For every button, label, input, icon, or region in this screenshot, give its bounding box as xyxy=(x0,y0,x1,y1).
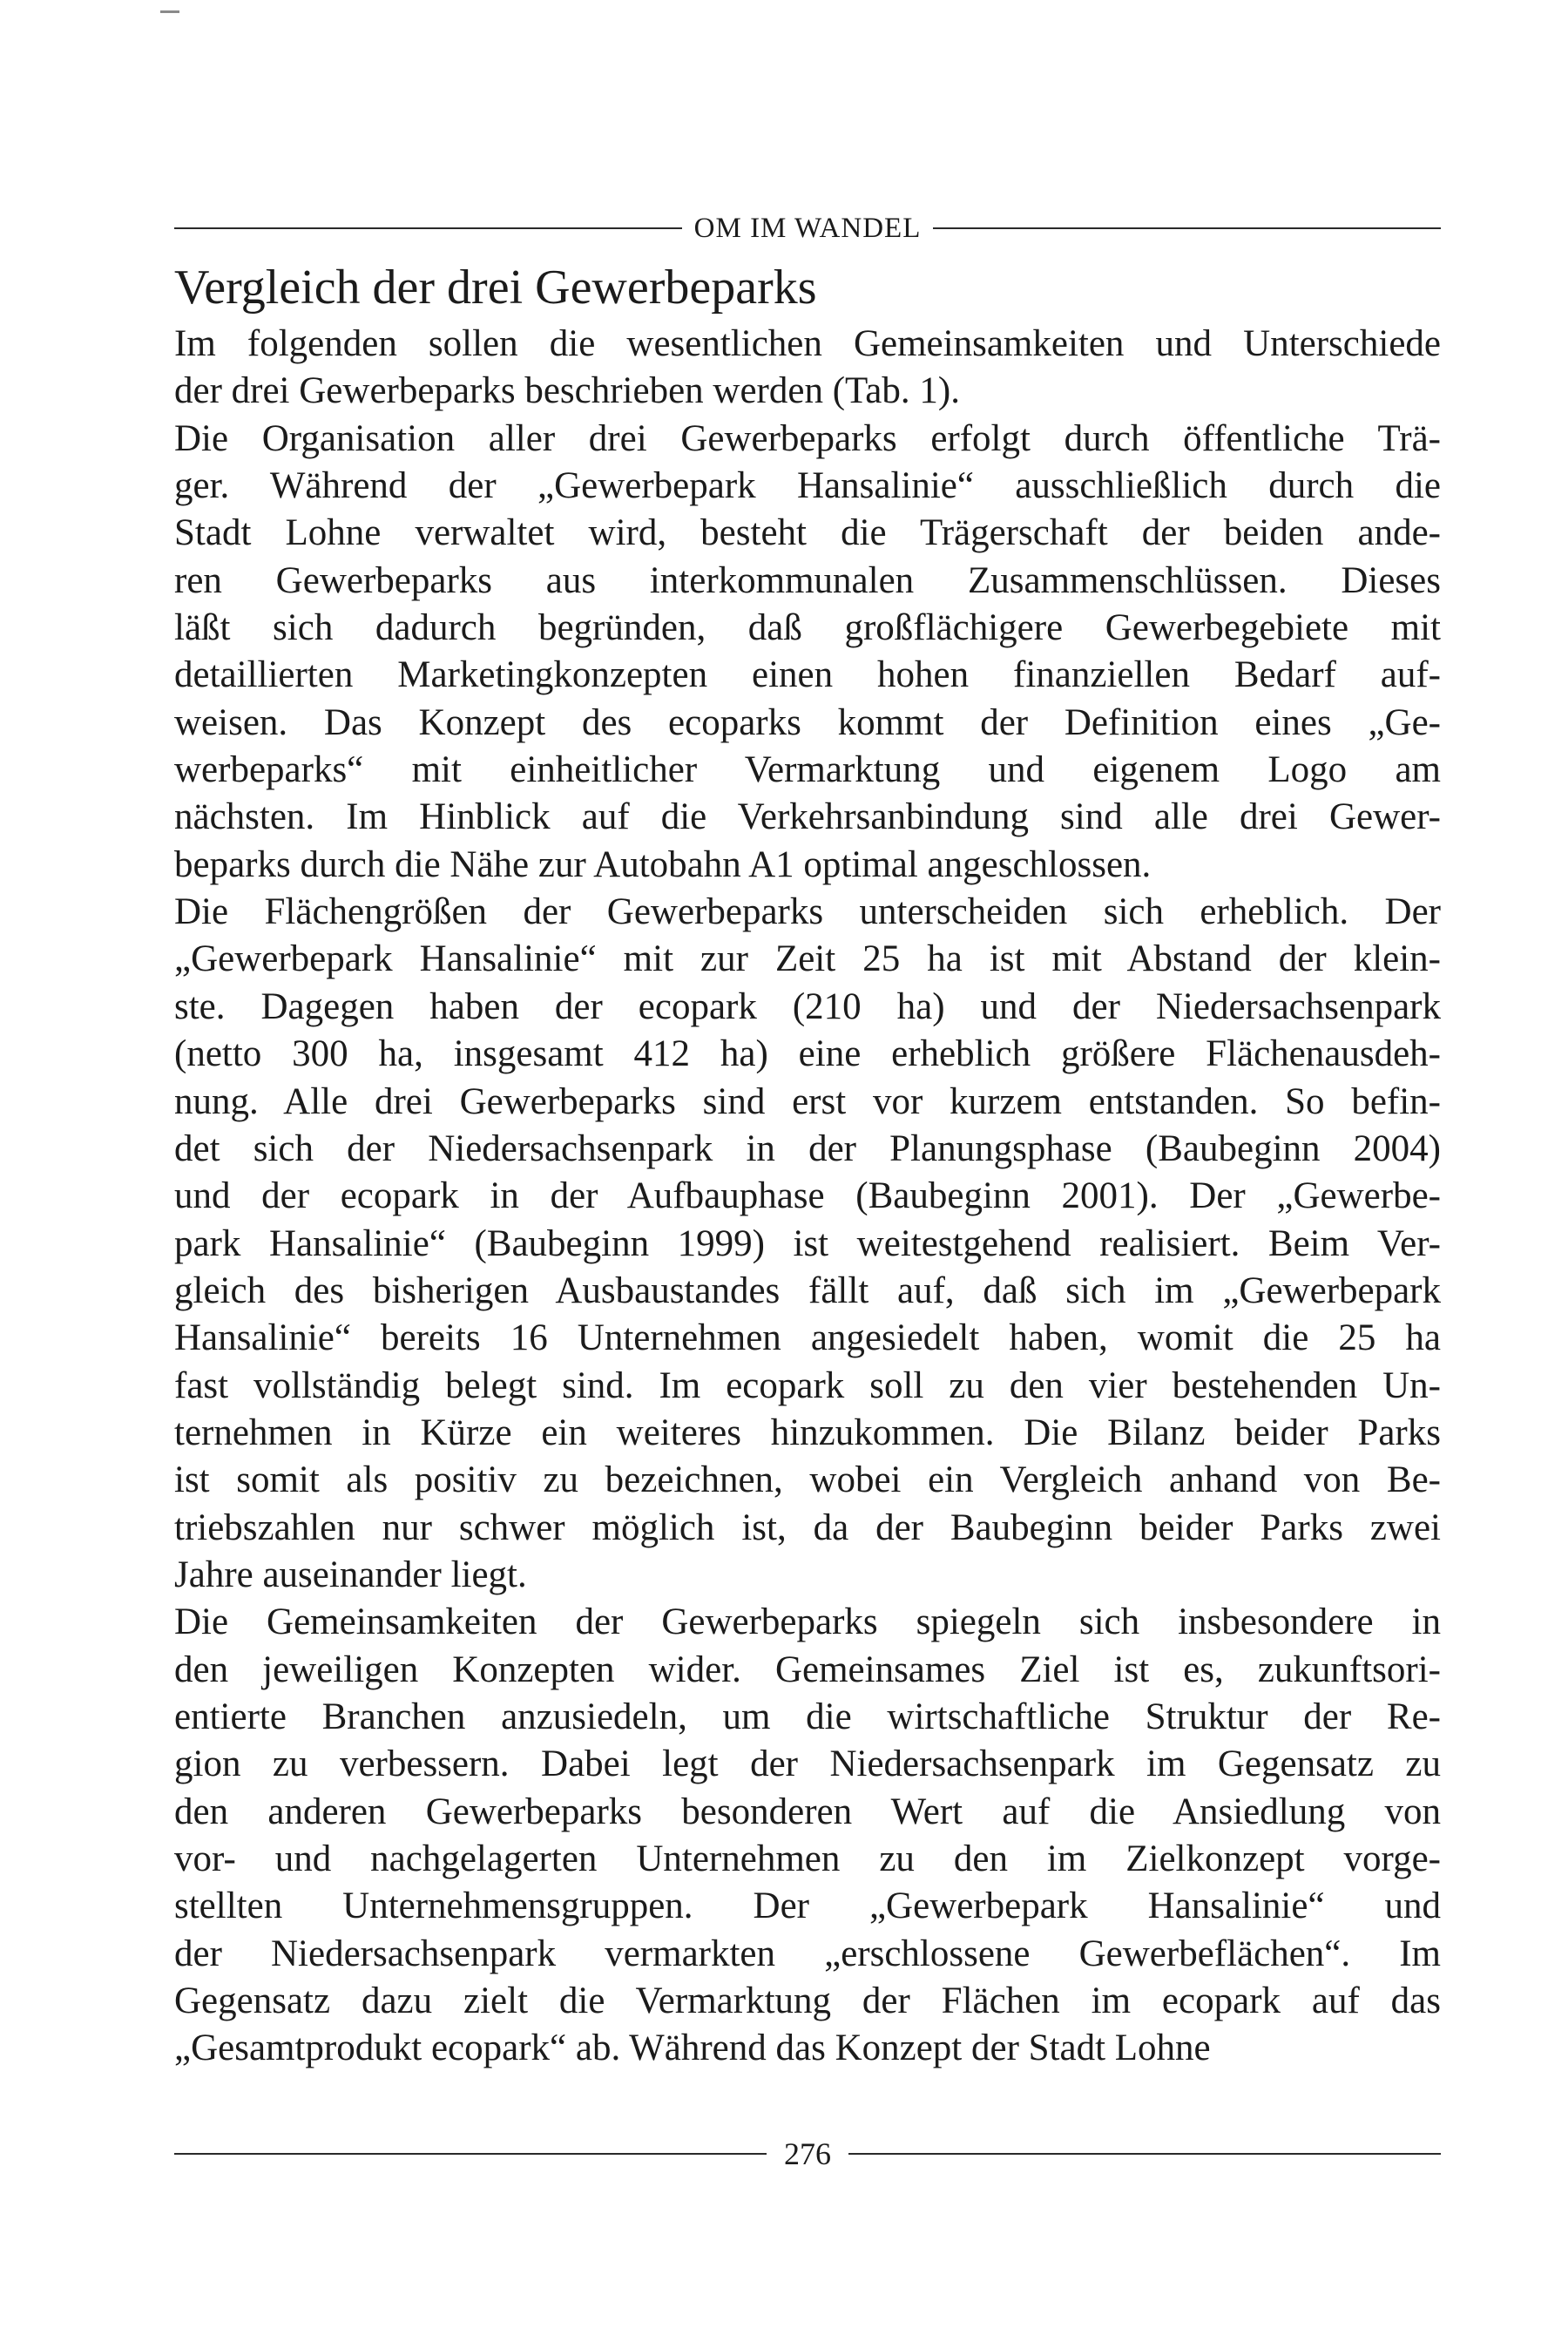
text-line: läßt sich dadurch begründen, daß großflächigere Gewerbegebiete mit xyxy=(174,607,1441,649)
text-line: stellten Unternehmensgruppen. Der „Gewerbepark Hansalinie“ und xyxy=(174,1885,1441,1927)
running-header-title: OM IM WANDEL xyxy=(693,212,922,244)
text-line: nung. Alle drei Gewerbeparks sind erst vor kurzem entstanden. So befin- xyxy=(174,1080,1441,1122)
page-number: 276 xyxy=(784,2136,831,2171)
text-line: gion zu verbessern. Dabei legt der Niedersachsenpark im Gegensatz zu xyxy=(174,1743,1441,1785)
text-line: Gegensatz dazu zielt die Vermarktung der Flächen im ecopark auf das xyxy=(174,1980,1441,2022)
text-line: ist somit als positiv zu bezeichnen, wobei ein Vergleich anhand von Be- xyxy=(174,1459,1441,1501)
footer-rule-right xyxy=(848,2153,1441,2155)
text-line: fast vollständig belegt sind. Im ecopark soll zu den vier bestehenden Un- xyxy=(174,1364,1441,1406)
text-line: ste. Dagegen haben der ecopark (210 ha) und der Niedersachsenpark xyxy=(174,985,1441,1027)
scan-corner-mark xyxy=(160,10,179,13)
text-line: und der ecopark in der Aufbauphase (Baubeginn 2001). Der „Gewerbe- xyxy=(174,1175,1441,1217)
text-line: den anderen Gewerbeparks besonderen Wert auf die Ansiedlung von xyxy=(174,1791,1441,1832)
text-line: beparks durch die Nähe zur Autobahn A1 optimal angeschlossen. xyxy=(174,843,1152,885)
text-line: park Hansalinie“ (Baubeginn 1999) ist weitestgehend realisiert. Beim Ver- xyxy=(174,1222,1441,1264)
page-footer xyxy=(174,2128,1441,2180)
running-header xyxy=(174,202,1441,254)
text-line: triebszahlen nur schwer möglich ist, da der Baubeginn beider Parks zwei xyxy=(174,1506,1441,1548)
paragraph xyxy=(174,1599,1441,2072)
text-line: werbeparks“ mit einheitlicher Vermarktung und eigenem Logo am xyxy=(174,749,1441,791)
text-line: der Niedersachsenpark vermarkten „erschlossene Gewerbeflächen“. Im xyxy=(174,1933,1441,1974)
text-line: Jahre auseinander liegt. xyxy=(174,1554,527,1595)
text-line: der drei Gewerbeparks beschrieben werden (Tab. 1). xyxy=(174,370,960,412)
text-line: den jeweiligen Konzepten wider. Gemeinsames Ziel ist es, zukunftsori- xyxy=(174,1648,1441,1690)
text-line: weisen. Das Konzept des ecoparks kommt der Definition eines „Ge- xyxy=(174,701,1441,743)
page-content xyxy=(174,254,1441,2073)
text-line: Hansalinie“ bereits 16 Unternehmen angesiedelt haben, womit die 25 ha xyxy=(174,1317,1441,1359)
text-line: ger. Während der „Gewerbepark Hansalinie“ ausschließlich durch die xyxy=(174,465,1441,507)
paragraph xyxy=(174,416,1441,889)
text-line: Die Flächengrößen der Gewerbeparks unterscheiden sich erheblich. Der xyxy=(174,891,1441,933)
body-text xyxy=(174,321,1441,2073)
text-line: ternehmen in Kürze ein weiteres hinzukommen. Die Bilanz beider Parks xyxy=(174,1411,1441,1453)
header-rule-left xyxy=(174,227,682,229)
text-line: detaillierten Marketingkonzepten einen hohen finanziellen Bedarf auf- xyxy=(174,654,1441,696)
text-line: entierte Branchen anzusiedeln, um die wirtschaftliche Struktur der Re- xyxy=(174,1696,1441,1737)
text-line: ren Gewerbeparks aus interkommunalen Zusammenschlüssen. Dieses xyxy=(174,559,1441,601)
text-line: vor- und nachgelagerten Unternehmen zu den im Zielkonzept vorge- xyxy=(174,1838,1441,1879)
footer-rule-left xyxy=(174,2153,767,2155)
text-line: Stadt Lohne verwaltet wird, besteht die Trägerschaft der beiden ande- xyxy=(174,512,1441,554)
text-line: det sich der Niedersachsenpark in der Planungsphase (Baubeginn 2004) xyxy=(174,1127,1441,1169)
section-title: Vergleich der drei Gewerbeparks xyxy=(174,261,817,315)
text-line: Die Gemeinsamkeiten der Gewerbeparks spiegeln sich insbesondere in xyxy=(174,1601,1441,1643)
text-line: Im folgenden sollen die wesentlichen Gemeinsamkeiten und Unterschiede xyxy=(174,323,1441,364)
text-line: (netto 300 ha, insgesamt 412 ha) eine erheblich größere Flächenausdeh- xyxy=(174,1033,1441,1075)
header-rule-right xyxy=(933,227,1441,229)
text-line: „Gewerbepark Hansalinie“ mit zur Zeit 25 ha ist mit Abstand der klein- xyxy=(174,938,1441,980)
text-line: Die Organisation aller drei Gewerbeparks erfolgt durch öffentliche Trä- xyxy=(174,417,1441,459)
text-line: nächsten. Im Hinblick auf die Verkehrsanbindung sind alle drei Gewer- xyxy=(174,796,1441,838)
paragraph xyxy=(174,321,1441,416)
text-line: gleich des bisherigen Ausbaustandes fällt auf, daß sich im „Gewerbepark xyxy=(174,1269,1441,1311)
text-line: „Gesamtprodukt ecopark“ ab. Während das Konzept der Stadt Lohne xyxy=(174,2027,1211,2069)
paragraph xyxy=(174,889,1441,1599)
